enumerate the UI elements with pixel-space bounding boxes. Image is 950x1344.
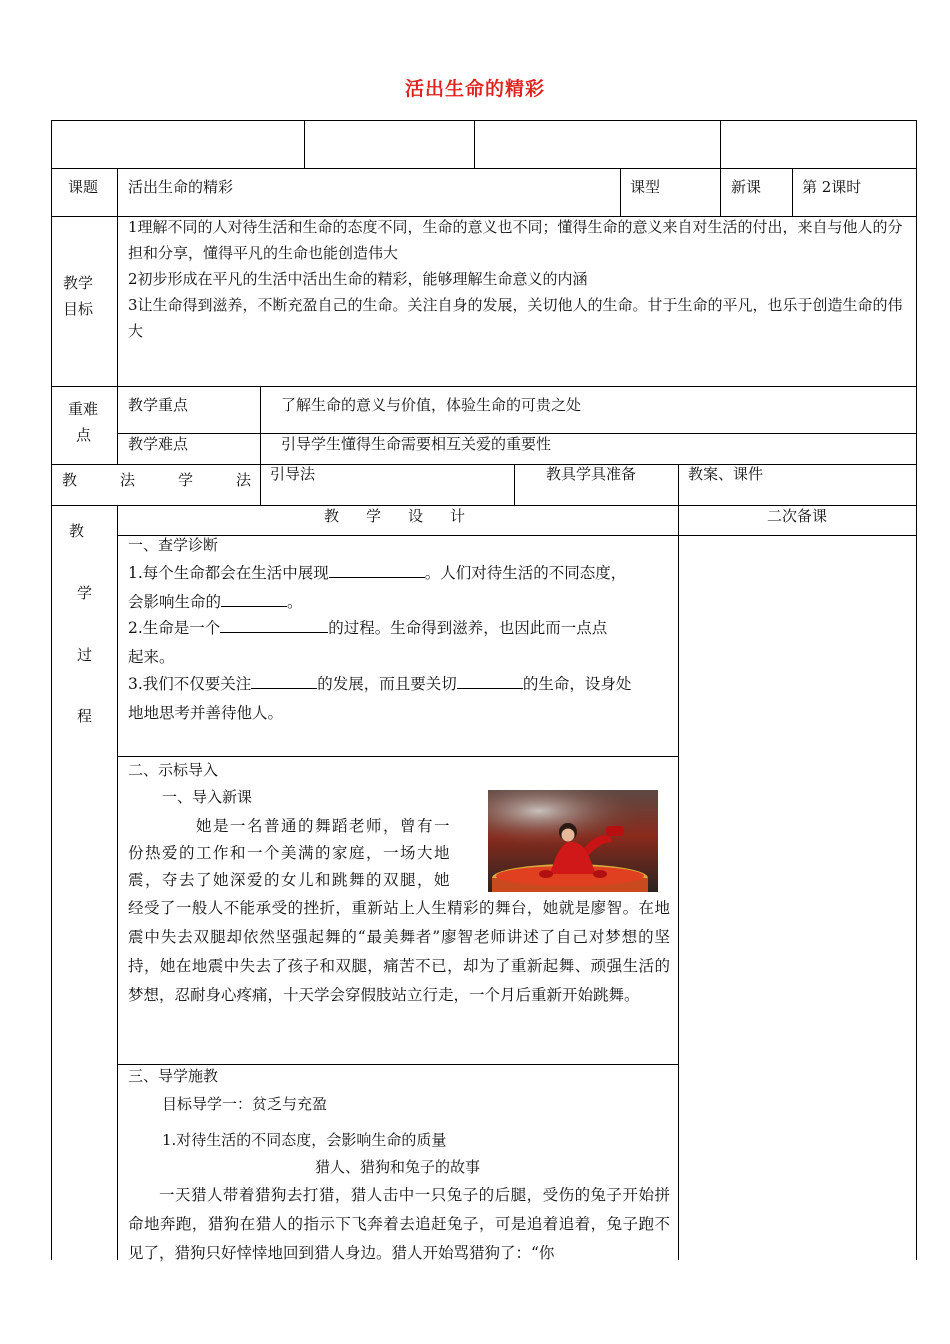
goal-item: 3让生命得到滋养，不断充盈自己的生命。关注自身的发展，关切他人的生命。甘于生命的平凡，也乐于创造生命的伟大 bbox=[128, 296, 903, 340]
difficult-point-label: 教学难点 bbox=[128, 435, 189, 453]
row-separator bbox=[51, 168, 917, 169]
story-line: 份热爱的工作和一个美满的家庭，一场大地 bbox=[128, 844, 452, 862]
section2-heading: 二、示标导入 bbox=[128, 761, 219, 779]
process-header-separator bbox=[117, 535, 917, 536]
methods-value: 引导法 bbox=[270, 465, 316, 483]
answer-blank[interactable] bbox=[221, 588, 287, 607]
story-title: 猎人、猎狗和兔子的故事 bbox=[314, 1158, 480, 1176]
methods-label-char: 学 bbox=[178, 471, 194, 489]
row0-divider bbox=[720, 120, 721, 168]
q3-text: 地地思考并善待他人。 bbox=[128, 704, 284, 722]
process-label-char: 过 bbox=[77, 646, 93, 664]
section2-subheading: 一、导入新课 bbox=[162, 788, 253, 806]
focus-divider bbox=[117, 386, 118, 464]
process-backup-divider bbox=[678, 505, 679, 1260]
section1-question-2 bbox=[128, 614, 670, 672]
q2-text: 的过程。生命得到滋养，也因此而一点点 bbox=[328, 619, 608, 637]
q1-text: 1.每个生命都会在生活中展现 bbox=[128, 564, 329, 582]
table-border-top bbox=[51, 120, 917, 121]
process-label-char: 程 bbox=[77, 707, 93, 725]
methods-divider bbox=[260, 464, 261, 505]
q3-text: 的发展，而且要关切 bbox=[317, 675, 457, 693]
goal-item: 2初步形成在平凡的生活中活出生命的精彩，能够理解生命意义的内涵 bbox=[128, 270, 588, 288]
methods-divider bbox=[514, 464, 515, 505]
dancer-photo bbox=[488, 790, 658, 892]
table-border-left bbox=[51, 120, 52, 1260]
q3-text: 的生命，设身处 bbox=[522, 675, 632, 693]
focus-label-line2: 点 bbox=[76, 426, 92, 444]
row0-divider bbox=[474, 120, 475, 168]
difficult-point-value: 引导学生懂得生命需要相互关爱的重要性 bbox=[281, 435, 552, 453]
row1-divider bbox=[792, 168, 793, 216]
story-paragraph: 经受了一般人不能承受的挫折，重新站上人生精彩的舞台，她就是廖智。在地震中失去双腿却依然坚强起舞的“最美舞者”廖智老师讲述了自己对梦想的坚持，她在地震中失去了孩子和双腿，痛苦不已，却为了重新起舞、顽强生活的梦想，忍耐身心疼痛，十天学会穿假肢站立行走，一个月后重新开始跳舞。 bbox=[128, 899, 670, 1004]
methods-divider bbox=[678, 464, 679, 505]
q2-text: 2.生命是一个 bbox=[128, 619, 221, 637]
goals-label-line1: 教学 bbox=[63, 274, 94, 292]
backup-header: 二次备课 bbox=[766, 507, 827, 525]
row1-divider bbox=[720, 168, 721, 216]
course-value: 活出生命的精彩 bbox=[128, 178, 234, 196]
period-value: 第 2课时 bbox=[802, 178, 862, 196]
section3-heading: 三、导学施教 bbox=[128, 1067, 219, 1085]
type-label: 课型 bbox=[630, 178, 661, 196]
type-value: 新课 bbox=[731, 178, 762, 196]
label-column-divider bbox=[117, 168, 118, 386]
key-point-value: 了解生命的意义与价值，体验生命的可贵之处 bbox=[281, 396, 582, 414]
story-line: 她是一名普通的舞蹈老师，曾有一 bbox=[196, 817, 452, 835]
section1-heading: 一、查学诊断 bbox=[128, 536, 219, 554]
row-separator bbox=[51, 464, 917, 465]
answer-blank[interactable] bbox=[220, 614, 328, 633]
tools-label: 教具学具准备 bbox=[546, 465, 637, 483]
page-title: 活出生命的精彩 bbox=[404, 78, 545, 100]
key-point-label: 教学重点 bbox=[128, 396, 189, 414]
q2-text: 起来。 bbox=[128, 648, 175, 666]
row-separator bbox=[51, 386, 917, 387]
design-header: 教 学 设 计 bbox=[323, 507, 471, 525]
q1-text: 会影响生命的 bbox=[128, 593, 222, 611]
q1-text: 。 bbox=[287, 593, 303, 611]
process-label-char: 学 bbox=[77, 584, 93, 602]
process-label-char: 教 bbox=[69, 522, 85, 540]
process-label-divider bbox=[117, 505, 118, 1260]
story-paragraph: 一天猎人带着猎狗去打猎，猎人击中一只兔子的后腿，受伤的兔子开始拼命地奔跑，猎狗在猎人的指示下飞奔着去追赶兔子，可是追着追着，兔子跑不见了，猎狗只好悻悻地回到猎人身边。猎人开始骂猎狗了：“你 bbox=[128, 1186, 670, 1262]
answer-blank[interactable] bbox=[457, 670, 523, 689]
q3-text: 3.我们不仅要关注 bbox=[128, 675, 252, 693]
q1-text: 。人们对待生活的不同态度， bbox=[424, 564, 627, 582]
tools-value: 教案、课件 bbox=[688, 465, 764, 483]
section1-question-1 bbox=[128, 559, 670, 617]
story-line: 震，夺去了她深爱的女儿和跳舞的双腿，她 bbox=[128, 871, 452, 889]
focus-label-line1: 重难 bbox=[68, 400, 99, 418]
goal-heading: 目标导学一：贫乏与充盈 bbox=[162, 1095, 328, 1113]
methods-label-char: 法 bbox=[236, 471, 252, 489]
focus-divider bbox=[260, 386, 261, 464]
methods-label-char: 法 bbox=[120, 471, 136, 489]
goals-list bbox=[128, 214, 908, 344]
section1-question-3 bbox=[128, 670, 670, 728]
answer-blank[interactable] bbox=[251, 670, 317, 689]
point-text: 1.对待生活的不同态度，会影响生命的质量 bbox=[162, 1131, 447, 1149]
methods-label-char: 教 bbox=[62, 471, 78, 489]
row1-divider bbox=[620, 168, 621, 216]
goal-item: 1理解不同的人对待生活和生命的态度不同，生命的意义也不同；懂得生命的意义来自对生活的付出，来自与他人的分担和分享，懂得平凡的生命也能创造伟大 bbox=[128, 218, 903, 262]
answer-blank[interactable] bbox=[329, 559, 425, 578]
row0-divider bbox=[304, 120, 305, 168]
goals-label-line2: 目标 bbox=[63, 300, 94, 318]
table-border-right bbox=[916, 120, 917, 1260]
course-label: 课题 bbox=[68, 178, 99, 196]
